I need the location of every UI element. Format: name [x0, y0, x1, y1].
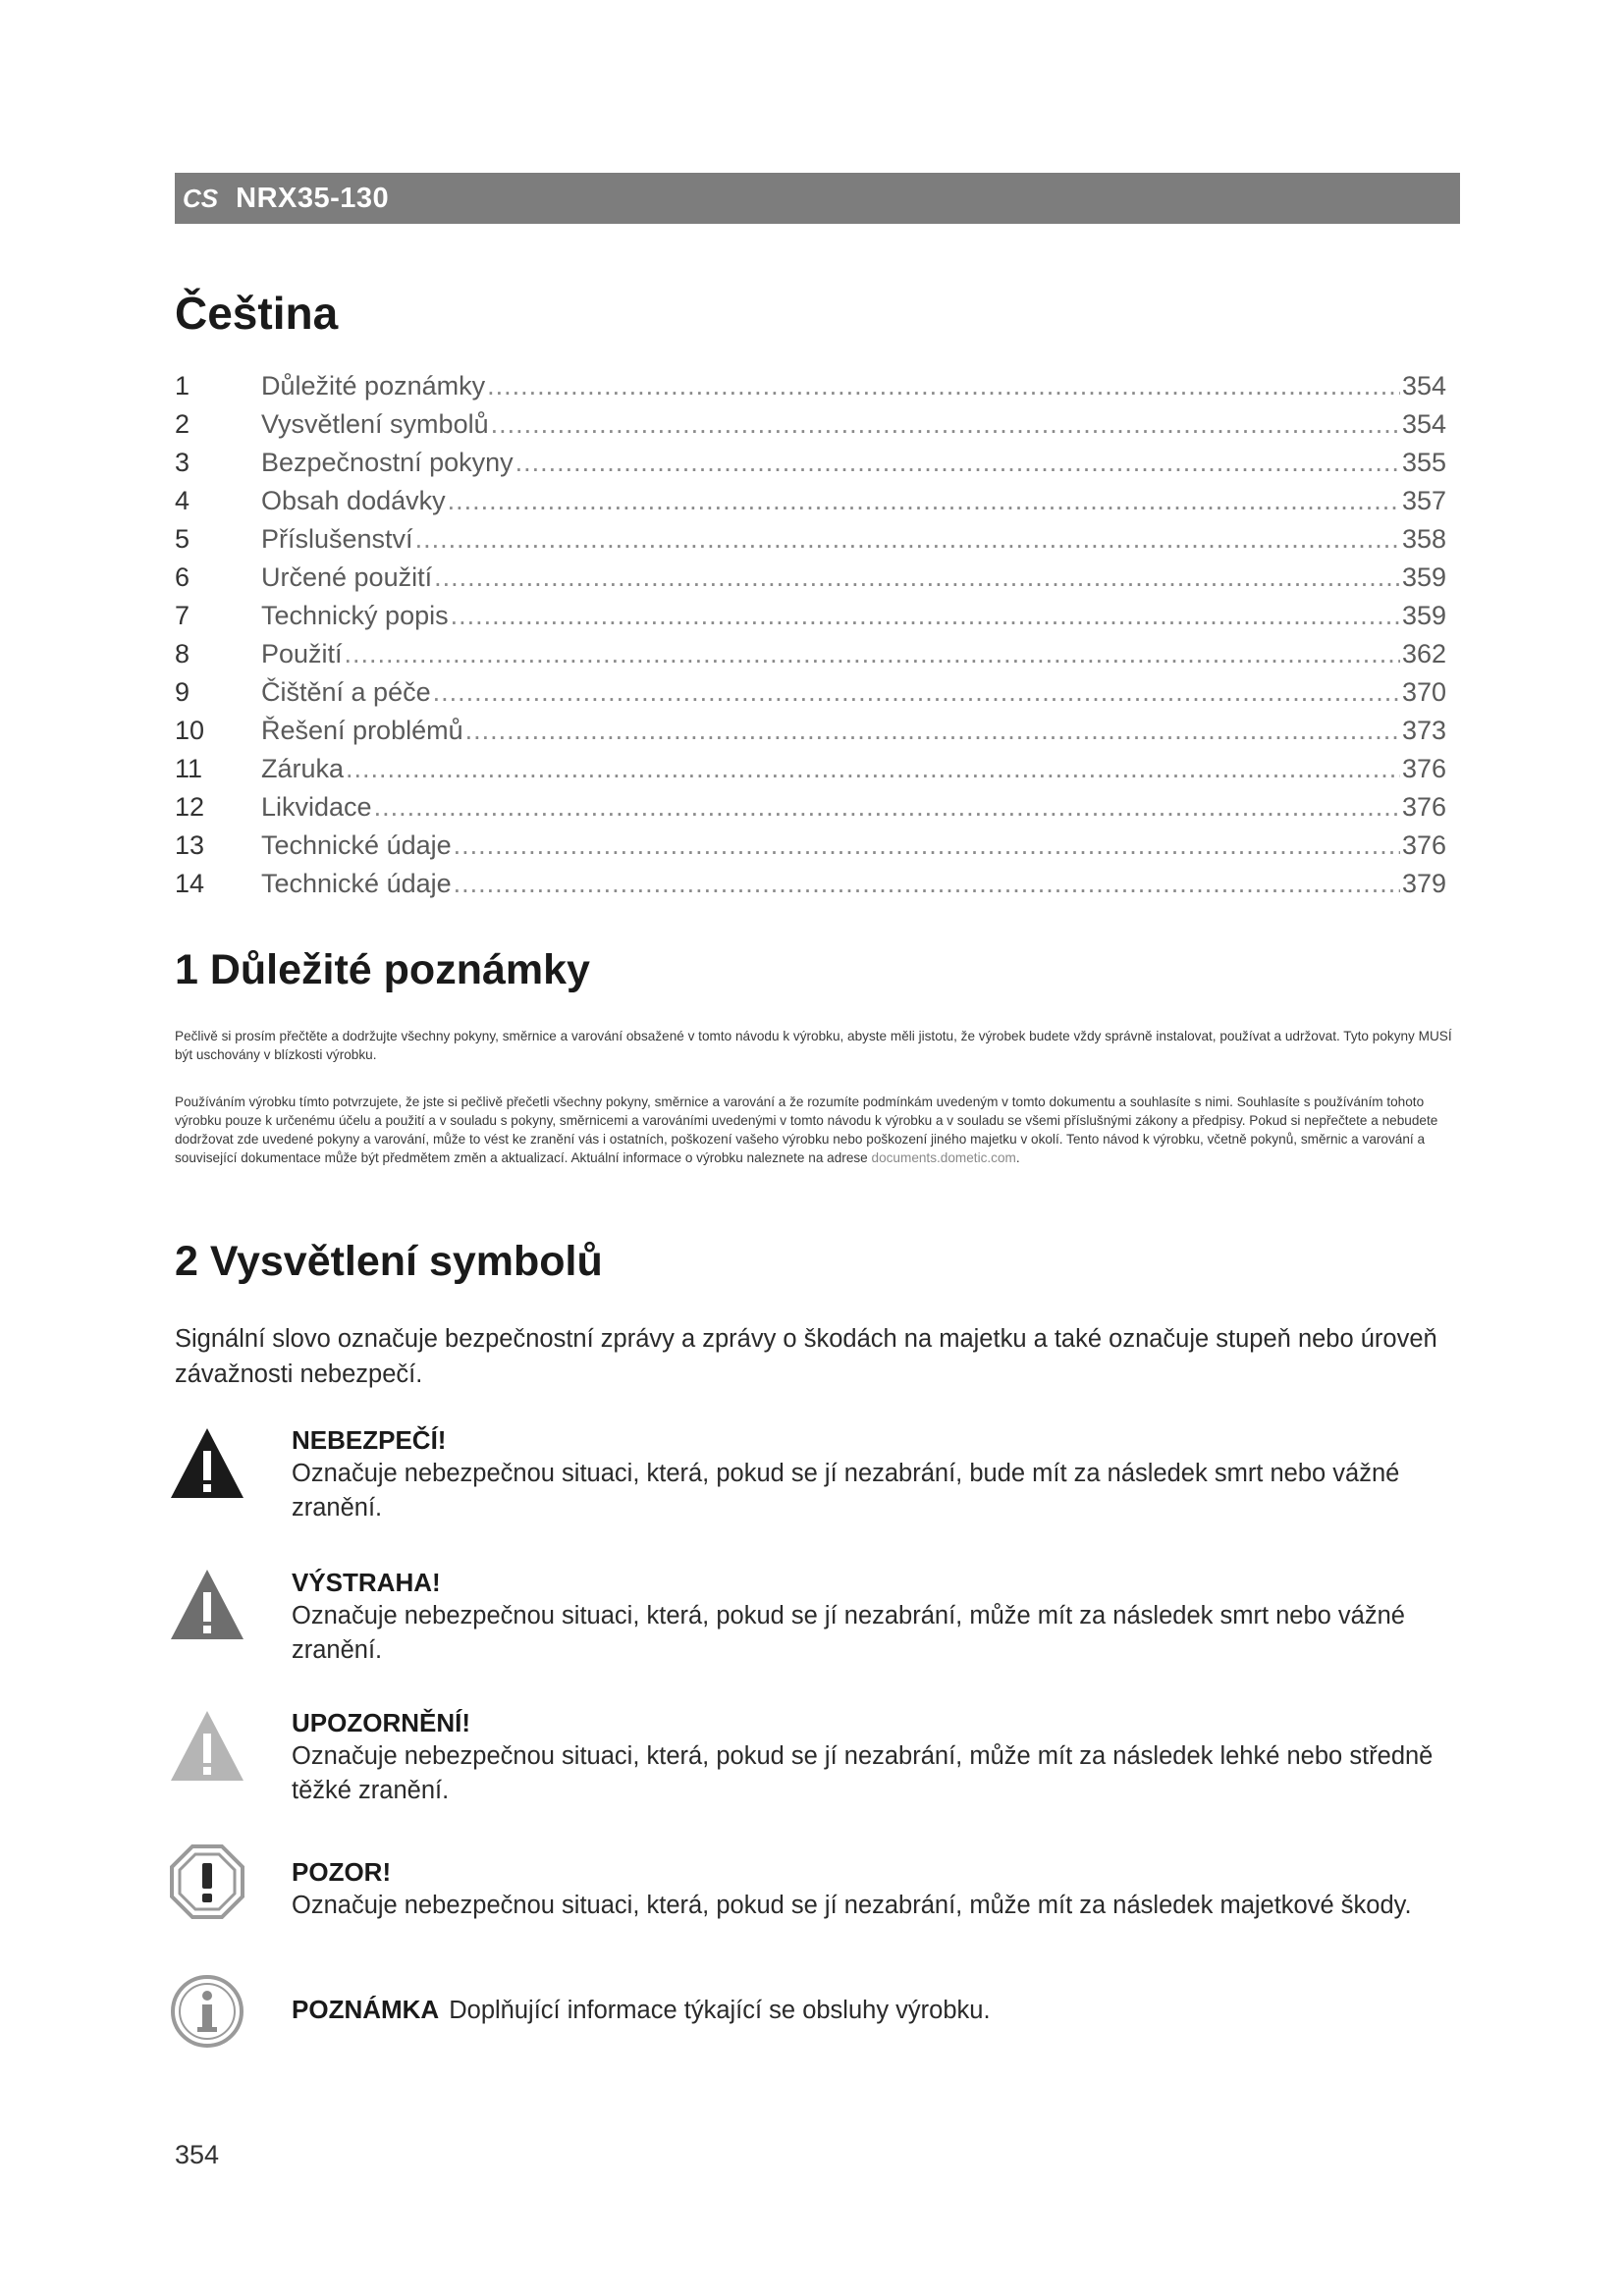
- caution-description: Označuje nebezpečnou situaci, která, pokud se jí nezabrání, může mít za následek lehké nebo středně těžké zranění.: [292, 1742, 1434, 1804]
- toc-label: Důležité poznámky: [261, 371, 486, 400]
- danger-triangle-icon: [169, 1425, 245, 1502]
- table-of-contents: [175, 371, 1446, 907]
- caution-triangle-icon: [169, 1708, 245, 1785]
- warning-description: Označuje nebezpečnou situaci, která, pokud se jí nezabrání, může mít za následek smrt nebo vážné zranění.: [292, 1602, 1405, 1664]
- toc-leader: [491, 409, 1400, 440]
- section-1-paragraph-2-text: Používáním výrobku tímto potvrzujete, že jste si pečlivě přečetli všechny pokyny, směrnice a varování a že rozumíte podmínkám uvedeným v tomto dokumentu a souhlasíte s nimi. Souhlasíte s používáním tohoto výrobku pouze k určenému účelu a použití a v souladu s pokyny, směrnicemi a varováními uvedenými v tomto návodu k výrobku a v souladu se všemi příslušnými zákony a předpisy. Pokud si nepřečtete a nebudete dodržovat zde uvedené pokyny a varování, může to vést ke zranění vás i ostatních, poškození vašeho výrobku nebo poškození jiného majetku v okolí. Tento návod k výrobku, včetně pokynů, směrnic a varování a související dokumentace může být předmětem změn a aktualizací. Aktuální informace o výrobku naleznete na adrese: [175, 1095, 1438, 1165]
- toc-leader: [434, 562, 1400, 593]
- section-1-paragraph-2: [175, 1093, 1461, 1167]
- toc-number: 14: [175, 869, 205, 898]
- toc-number: 4: [175, 486, 190, 515]
- toc-page: 376: [1401, 792, 1446, 822]
- toc-number: 8: [175, 639, 190, 668]
- toc-page: 354: [1401, 371, 1446, 400]
- toc-number: 13: [175, 830, 205, 860]
- toc-label: Záruka: [261, 754, 345, 783]
- toc-entry[interactable]: [175, 639, 1446, 677]
- toc-entry[interactable]: [175, 754, 1446, 792]
- toc-page: 355: [1401, 448, 1446, 477]
- toc-page: 379: [1401, 869, 1446, 898]
- toc-label: Bezpečnostní pokyny: [261, 448, 514, 477]
- toc-leader: [454, 830, 1400, 861]
- toc-page: 354: [1401, 409, 1446, 439]
- toc-label: Použití: [261, 639, 343, 668]
- language-code: CS: [183, 183, 219, 213]
- notice-description: Označuje nebezpečnou situaci, která, pokud se jí nezabrání, může mít za následek majetkové škody.: [292, 1892, 1412, 1919]
- toc-page: 370: [1401, 677, 1446, 707]
- toc-number: 1: [175, 371, 190, 400]
- toc-label: Čištění a péče: [261, 677, 431, 707]
- toc-page: 362: [1401, 639, 1446, 668]
- toc-label: Řešení problémů: [261, 716, 463, 745]
- section-1-paragraph-1: Pečlivě si prosím přečtěte a dodržujte všechny pokyny, směrnice a varování obsažené v tomto návodu k výrobku, abyste měli jistotu, že výrobek budete vždy správně instalovat, používat a udržovat. Tyto pokyny MUSÍ být uschovány v blízkosti výrobku.: [175, 1029, 1452, 1062]
- documents-link[interactable]: documents.dometic.com: [871, 1150, 1016, 1165]
- toc-number: 12: [175, 792, 205, 822]
- toc-leader: [465, 716, 1400, 746]
- note-block: [292, 1993, 1440, 2028]
- toc-label: Určené použití: [261, 562, 433, 592]
- warning-triangle-icon: [169, 1567, 245, 1643]
- toc-leader: [448, 486, 1400, 516]
- toc-leader: [346, 754, 1400, 784]
- caution-block: [292, 1706, 1440, 1808]
- toc-page: 376: [1401, 830, 1446, 860]
- page-number: 354: [175, 2140, 220, 2169]
- toc-leader: [374, 792, 1400, 823]
- toc-page: 359: [1401, 601, 1446, 630]
- toc-number: 9: [175, 677, 190, 707]
- language-title: Čeština: [175, 288, 339, 339]
- toc-label: Technický popis: [261, 601, 449, 630]
- toc-entry[interactable]: [175, 486, 1446, 524]
- toc-page: 358: [1401, 524, 1446, 554]
- toc-number: 11: [175, 754, 203, 783]
- note-line: [292, 1993, 1440, 2028]
- toc-leader: [487, 371, 1400, 401]
- toc-entry[interactable]: [175, 716, 1446, 754]
- toc-entry[interactable]: [175, 601, 1446, 639]
- toc-label: Obsah dodávky: [261, 486, 446, 515]
- danger-title: NEBEZPEČÍ!: [292, 1425, 447, 1455]
- toc-entry[interactable]: [175, 677, 1446, 716]
- model-name: NRX35-130: [236, 182, 390, 214]
- danger-description: Označuje nebezpečnou situaci, která, pokud se jí nezabrání, bude mít za následek smrt nebo vážné zranění.: [292, 1460, 1400, 1522]
- toc-number: 10: [175, 716, 205, 745]
- toc-leader: [433, 677, 1400, 708]
- toc-entry[interactable]: [175, 562, 1446, 601]
- toc-leader: [515, 448, 1400, 478]
- toc-page: 373: [1401, 716, 1446, 745]
- notice-title: POZOR!: [292, 1857, 392, 1887]
- toc-number: 3: [175, 448, 190, 477]
- toc-page: 359: [1401, 562, 1446, 592]
- toc-label: Technické údaje: [261, 869, 452, 898]
- toc-leader: [345, 639, 1400, 669]
- caution-title: UPOZORNĚNÍ!: [292, 1708, 470, 1737]
- toc-entry[interactable]: [175, 371, 1446, 409]
- toc-entry[interactable]: [175, 792, 1446, 830]
- warning-block: [292, 1566, 1440, 1668]
- note-title: POZNÁMKA: [292, 1995, 440, 2024]
- toc-number: 6: [175, 562, 190, 592]
- section-2-intro: Signální slovo označuje bezpečnostní zprávy a zprávy o škodách na majetku a také označuje stupeň nebo úroveň závažnosti nebezpečí.: [175, 1325, 1437, 1388]
- warning-title: VÝSTRAHA!: [292, 1568, 441, 1597]
- toc-entry[interactable]: [175, 830, 1446, 869]
- toc-label: Likvidace: [261, 792, 372, 822]
- header-bar: [175, 173, 1460, 224]
- section-1-title: 1 Důležité poznámky: [175, 946, 590, 993]
- toc-page: 357: [1401, 486, 1446, 515]
- toc-leader: [454, 869, 1400, 899]
- toc-entry[interactable]: [175, 869, 1446, 907]
- toc-label: Vysvětlení symbolů: [261, 409, 489, 439]
- info-circle-icon: [169, 1973, 245, 2050]
- toc-leader: [415, 524, 1400, 555]
- note-description: Doplňující informace týkající se obsluhy výrobku.: [449, 1997, 991, 2024]
- toc-number: 2: [175, 409, 190, 439]
- toc-label: Příslušenství: [261, 524, 413, 554]
- link-suffix: .: [1015, 1150, 1020, 1165]
- toc-leader: [451, 601, 1400, 631]
- toc-number: 5: [175, 524, 190, 554]
- toc-entry[interactable]: [175, 448, 1446, 486]
- toc-entry[interactable]: [175, 524, 1446, 562]
- toc-page: 376: [1401, 754, 1446, 783]
- notice-octagon-icon: [169, 1843, 245, 1920]
- section-2-title: 2 Vysvětlení symbolů: [175, 1238, 603, 1285]
- toc-number: 7: [175, 601, 190, 630]
- notice-block: [292, 1855, 1440, 1923]
- toc-entry[interactable]: [175, 409, 1446, 448]
- danger-block: [292, 1423, 1440, 1525]
- toc-label: Technické údaje: [261, 830, 452, 860]
